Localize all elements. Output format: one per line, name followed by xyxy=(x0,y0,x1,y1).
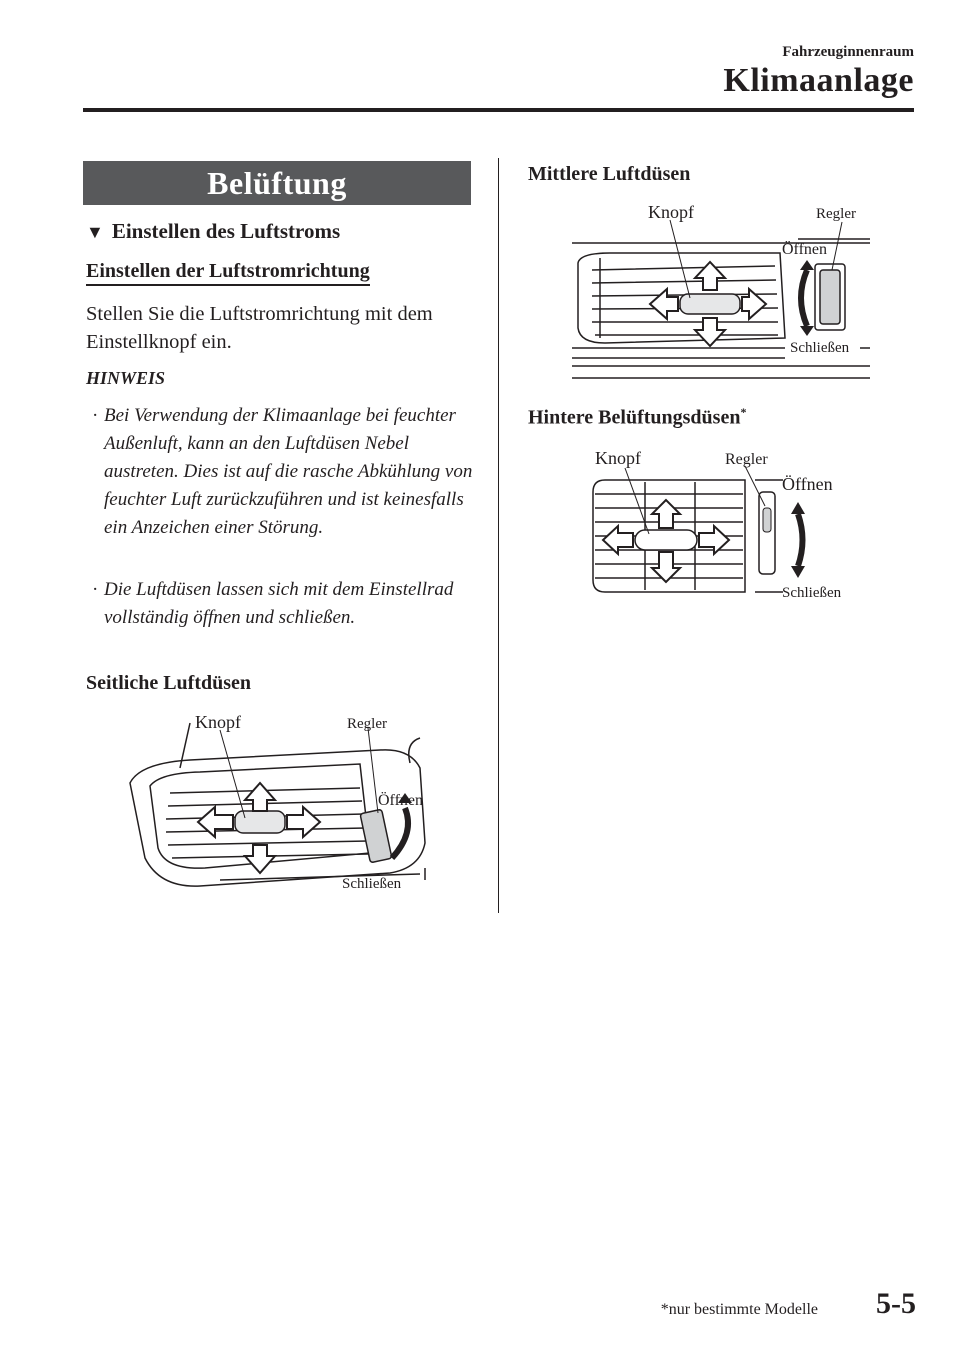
asterisk-marker: * xyxy=(740,405,747,419)
label-open: Öffnen xyxy=(782,474,833,494)
header-section-title: Fahrzeuginnenraum xyxy=(782,44,914,60)
subheading-text: Einstellen des Luftstroms xyxy=(111,219,341,243)
figure-caption-rear-vents xyxy=(528,405,746,430)
side-vent-diagram xyxy=(120,708,440,898)
bullet-icon: · xyxy=(92,579,99,600)
label-regler: Regler xyxy=(816,206,856,222)
triangle-marker-icon: ▼ xyxy=(86,222,104,242)
label-regler: Regler xyxy=(347,716,387,732)
note-item-2 xyxy=(92,576,476,632)
center-vent-diagram xyxy=(570,198,870,384)
page-number: 5-5 xyxy=(876,1287,916,1320)
header-chapter-title: Klimaanlage xyxy=(723,62,914,99)
label-knob: Knopf xyxy=(595,448,641,468)
section-title-banner: Belüftung xyxy=(83,161,471,205)
figure-caption-side-vents: Seitliche Luftdüsen xyxy=(86,672,252,694)
column-divider xyxy=(498,158,499,913)
label-regler: Regler xyxy=(725,451,768,468)
underlined-heading: Einstellen der Luftstromrichtung xyxy=(86,260,370,286)
bullet-icon: · xyxy=(92,405,99,426)
note-item-text: Bei Verwendung der Klimaanlage bei feuchter Außenluft, kann an den Luftdüsen Nebel austreten. Dies ist auf die rasche Abkühlung von feuchter Luft zurückzuführen und ist keinesfalls ein Anzeichen einer Störung. xyxy=(104,405,473,538)
note-item-text: Die Luftdüsen lassen sich mit dem Einstellrad vollständig öffnen und schließen. xyxy=(104,579,454,628)
label-open: Öffnen xyxy=(378,792,424,809)
label-close: Schließen xyxy=(782,585,842,601)
label-close: Schließen xyxy=(342,876,402,892)
rear-caption-text: Hintere Belüftungsdüsen xyxy=(528,406,741,429)
label-open: Öffnen xyxy=(782,241,828,258)
figure-caption-center-vents: Mittlere Luftdüsen xyxy=(528,163,691,185)
header-rule xyxy=(83,108,914,112)
rear-vent-diagram xyxy=(585,442,855,606)
footnote: *nur bestimmte Modelle xyxy=(660,1301,818,1318)
body-paragraph: Stellen Sie die Luftstromrichtung mit dem Einstellknopf ein. xyxy=(86,303,433,353)
label-close: Schließen xyxy=(790,340,850,356)
subheading xyxy=(86,219,340,244)
note-item-1 xyxy=(92,402,476,542)
label-knob: Knopf xyxy=(195,712,241,732)
note-title: HINWEIS xyxy=(86,368,166,388)
label-knob: Knopf xyxy=(648,202,694,222)
